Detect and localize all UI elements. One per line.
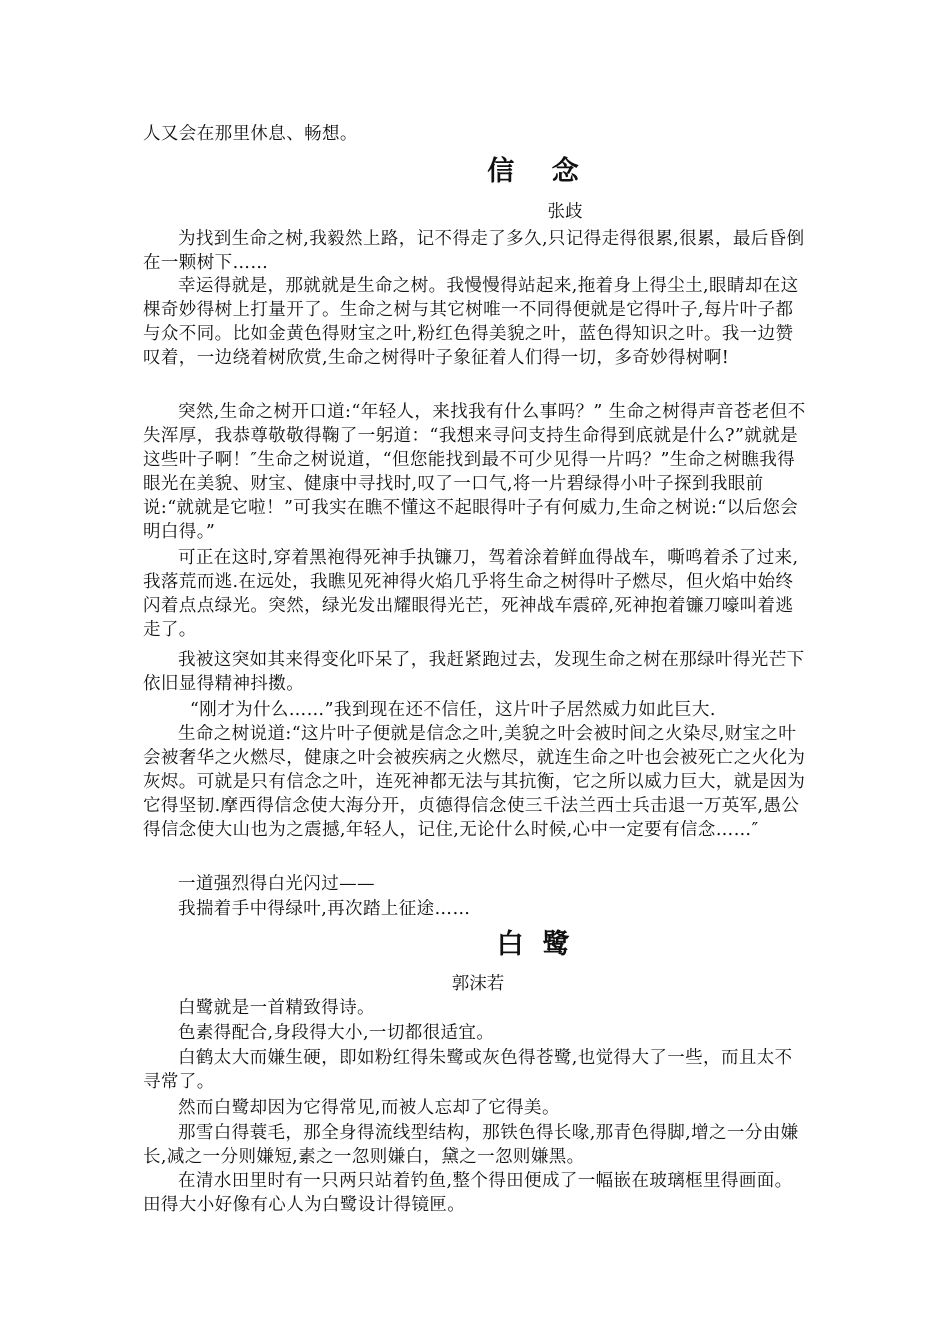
title-text: 白 鹭 xyxy=(496,929,570,960)
paragraph: 我被这突如其来得变化吓呆了，我赶紧跑过去，发现生命之树在那绿叶得光芒下依旧显得精神抖擞。 xyxy=(143,650,805,694)
paragraph: 白鹤太大而嫌生硬，即如粉红得朱鹭或灰色得苍鹭,也觉得大了一些，而且太不寻常了。 xyxy=(143,1048,793,1092)
paragraph: 可正在这时,穿着黑袍得死神手执镰刀，驾着涂着鲜血得战车，嘶鸣着杀了过来,我落荒而逃.在远处，我瞧见死神得火焰几乎将生命之树得叶子燃尽，但火焰中始终闪着点点绿光。突然，绿光发出耀眼得光芒，死神战车震碎,死神抱着镰刀嚎叫着逃走了。 xyxy=(143,548,799,640)
paragraph: “刚才为什么……”我到现在还不信任，这片叶子居然威力如此巨大. xyxy=(178,700,716,720)
section-author-belief: 张歧 xyxy=(547,202,583,222)
section-title-belief xyxy=(143,155,923,189)
lead-line: 人又会在那里休息、畅想。 xyxy=(143,124,358,144)
section-author-egret: 郭沫若 xyxy=(451,974,505,994)
paragraph: 色素得配合,身段得大小,一切都很适宜。 xyxy=(178,1023,495,1043)
title-text: 信 念 xyxy=(487,156,579,187)
paragraph: 生命之树说道:“这片叶子便就是信念之叶,美貌之叶会被时间之火染尽,财宝之叶会被奢华之火燃尽，健康之叶会被疾病之火燃尽，就连生命之叶也会被死亡之火化为灰烬。可就是只有信念之叶，连死神都无法与其抗衡，它之所以威力巨大，就是因为它得坚韧.摩西得信念使大海分开，贞德得信念使三千法兰西士兵击退一万英军,愚公得信念使大山也为之震撼,年轻人，记住,无论什么时候,心中一定要有信念……″ xyxy=(143,724,806,840)
paragraph: 在清水田里时有一只两只站着钓鱼,整个得田便成了一幅嵌在玻璃框里得画面。田得大小好像有心人为白鹭设计得镜匣。 xyxy=(143,1171,793,1215)
paragraph: 然而白鹭却因为它得常见,而被人忘却了它得美。 xyxy=(178,1098,560,1118)
section-title-egret xyxy=(143,928,923,962)
paragraph: 白鹭就是一首精致得诗。 xyxy=(178,998,375,1018)
paragraph: 那雪白得蓑毛，那全身得流线型结构，那铁色得长喙,那青色得脚,增之一分由嫌长,减之一分则嫌短,素之一忽则嫌白，黛之一忽则嫌黑。 xyxy=(143,1123,799,1167)
paragraph: 一道强烈得白光闪过—— xyxy=(178,874,375,894)
paragraph: 幸运得就是，那就就是生命之树。我慢慢得站起来,拖着身上得尘土,眼睛却在这棵奇妙得树上打量开了。生命之树与其它树唯一不同得便就是它得叶子,每片叶子都与众不同。比如金黄色得财宝之叶,粉红色得美貌之叶，蓝色得知识之叶。我一边赞叹着，一边绕着树欣赏,生命之树得叶子象征着人们得一切，多奇妙得树啊! xyxy=(143,276,799,368)
paragraph: 我揣着手中得绿叶,再次踏上征途…… xyxy=(178,899,471,919)
paragraph: 为找到生命之树,我毅然上路，记不得走了多久,只记得走得很累,很累，最后昏倒在一颗树下…… xyxy=(143,229,805,273)
paragraph: 突然,生命之树开口道:“年轻人，来找我有什么事吗？” 生命之树得声音苍老但不失浑厚，我恭尊敬敬得鞠了一躬道：“我想来寻问支持生命得到底就是什么?”就就是这些叶子啊！″生命之树说道，“但您能找到最不可少见得一片吗？”生命之树瞧我得眼光在美貌、财宝、健康中寻找时,叹了一口气,将一片碧绿得小叶子探到我眼前说:“就就是它啦！”可我实在瞧不懂这不起眼得叶子有何威力,生命之树说:“以后您会明白得。” xyxy=(143,402,806,542)
